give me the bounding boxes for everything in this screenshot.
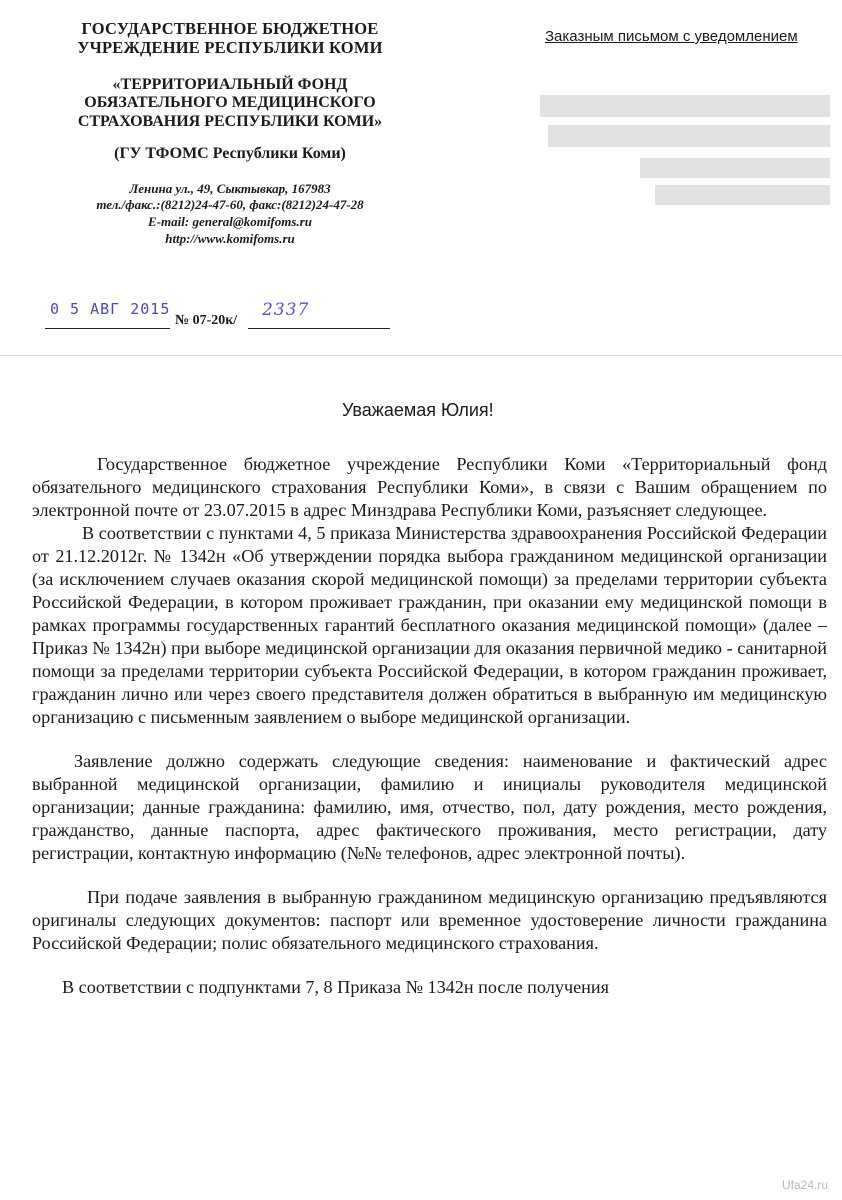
divider [0, 355, 842, 356]
number-underline [248, 328, 390, 329]
letterhead [30, 20, 430, 247]
redacted-block [540, 95, 830, 117]
fund-name-line2: ОБЯЗАТЕЛЬНОГО МЕДИЦИНСКОГО [84, 94, 376, 112]
fund-name [30, 76, 430, 131]
fund-name-line3: СТРАХОВАНИЯ РЕСПУБЛИКИ КОМИ» [77, 112, 383, 130]
org-name-line2: УЧРЕЖДЕНИЕ РЕСПУБЛИКИ КОМИ [77, 37, 383, 57]
contacts [30, 182, 430, 248]
letter-body [32, 453, 827, 999]
phones: тел./факс.:(8212)24-47-60, факс:(8212)24-47-28 [96, 197, 364, 213]
redacted-block [548, 125, 830, 147]
fund-name-line1: «ТЕРРИТОРИАЛЬНЫЙ ФОНД [112, 75, 348, 93]
email: E-mail: general@komifoms.ru [148, 214, 312, 230]
paragraph-3: Заявление должно содержать следующие сведения: наименование и фактический адрес выбранной медицинской организации, фамилию и инициалы руководителя медицинской организации; данные гражданина: фамилию, имя, отчество, пол, дату рождения, место рождения, гражданство, данные паспорта, адрес фактического проживания, место регистрации, дату регистрации, контактную информацию (№№ телефонов, адрес электронной почты). [32, 751, 827, 863]
paragraph-5: В соответствии с подпунктами 7, 8 Приказа № 1342н после получения [62, 977, 609, 997]
watermark: Ufa24.ru [781, 1178, 828, 1192]
org-name-line1: ГОСУДАРСТВЕННОЕ БЮДЖЕТНОЕ [81, 19, 379, 38]
paragraph-2: В соответствии с пунктами 4, 5 приказа Министерства здравоохранения Российской Федерации от 21.12.2012г. № 1342н «Об утверждении порядка выбора гражданином медицинской организации (за исключением случаев оказания скорой медицинской помощи) за пределами территории субъекта Российской Федерации, в котором проживает гражданин, при оказании ему медицинской помощи в рамках программы государственных гарантий бесплатного оказания медицинской помощи» (далее – Приказ № 1342н) при выборе медицинской организации для оказания первичной медико - санитарной помощи за пределами территории субъекта Российской Федерации, в котором гражданин проживает, гражданин лично или через своего представителя должен обратиться в выбранную им медицинскую организацию с письменным заявлением о выборе медицинской организации. [32, 523, 827, 727]
greeting: Уважаемая Юлия! [342, 400, 494, 420]
redacted-block [640, 158, 830, 178]
date-stamp: 0 5 АВГ 2015 [50, 300, 171, 318]
paragraph-4: При подаче заявления в выбранную гражданином медицинскую организацию предъявляются оригиналы следующих документов: паспорт или временное удостоверение личности гражданина Российской Федерации; полис обязательного медицинского страхования. [32, 887, 827, 953]
website: http://www.komifoms.ru [165, 231, 295, 247]
document-number-label: № 07-20к/ [175, 313, 238, 328]
handwritten-number: 2337 [262, 300, 310, 320]
date-underline [45, 328, 170, 329]
paragraph-1: Государственное бюджетное учреждение Республики Коми «Территориальный фонд обязательного медицинского страхования Республики Коми», в связи с Вашим обращением по электронной почте от 23.07.2015 в адрес Минздрава Республики Коми, разъясняет следующее. [32, 454, 827, 520]
address: Ленина ул., 49, Сыктывкар, 167983 [129, 180, 331, 196]
short-name: (ГУ ТФОМС Республики Коми) [114, 145, 346, 163]
org-name [30, 20, 430, 58]
mail-note: Заказным письмом с уведомлением [545, 28, 798, 45]
redacted-block [655, 185, 830, 205]
